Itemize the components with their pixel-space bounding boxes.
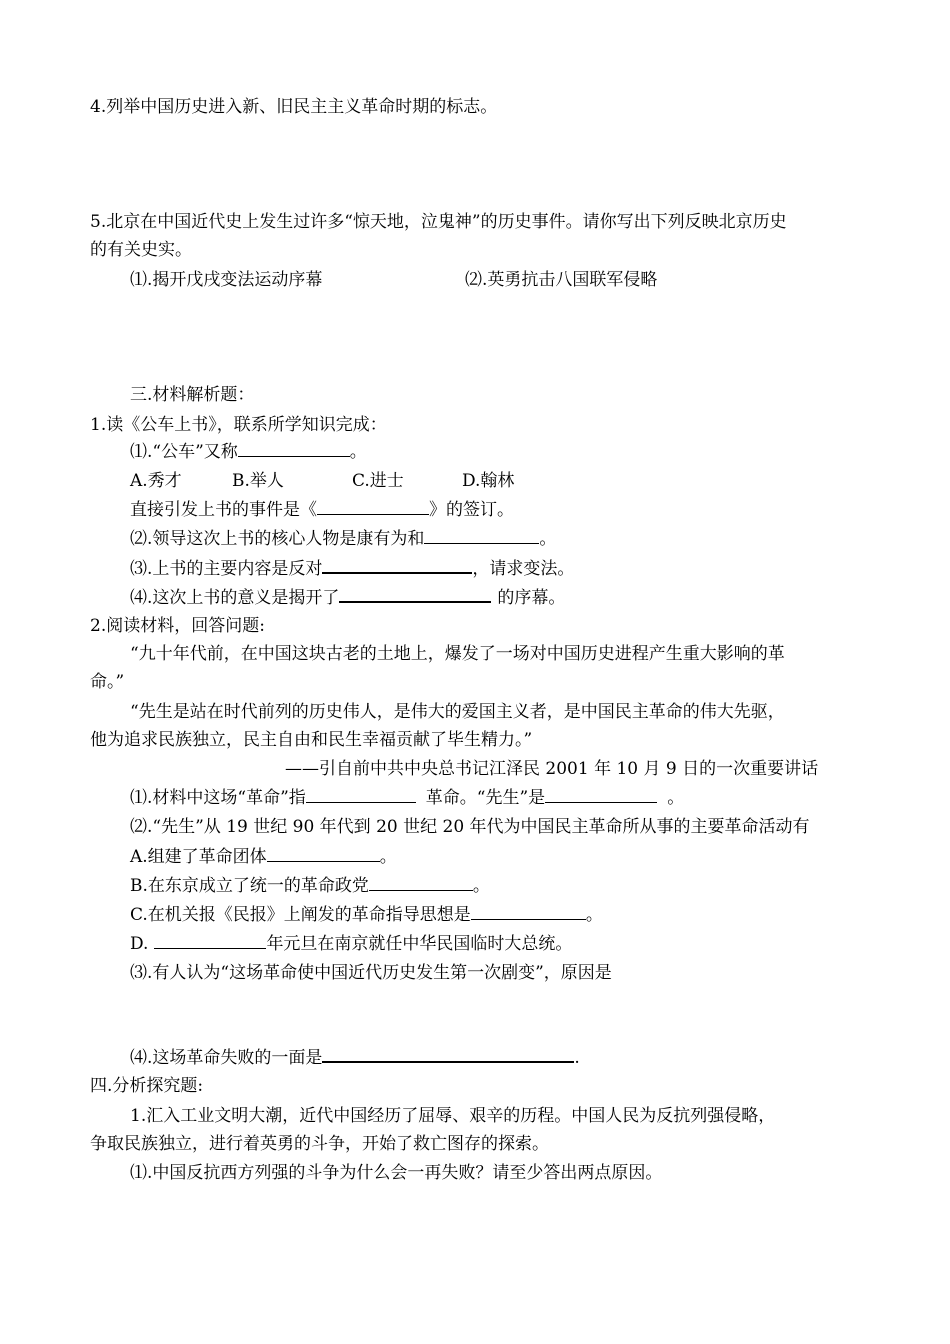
s3-q2-sub2: ⑵.“先生”从 19 世纪 90 年代到 20 世纪 20 年代为中国民主革命所从事的主要革命活动有: [130, 817, 810, 837]
q4-text: 4.列举中国历史进入新、旧民主主义革命时期的标志。: [90, 97, 498, 117]
answer-blank[interactable]: [369, 874, 473, 891]
answer-blank[interactable]: [317, 498, 429, 515]
section4-title: 四.分析探究题:: [90, 1076, 204, 1096]
q2-sub4-text: ⑷.这场革命失败的一面是: [130, 1048, 323, 1068]
s3-q1-intro: 1.读《公车上书》，联系所学知识完成：: [90, 415, 387, 435]
q2-sub4-end: .: [574, 1048, 580, 1068]
s3-q2-a: [130, 845, 397, 869]
sub4-end: 的序幕。: [497, 588, 566, 608]
sub4-text: ⑷.这次上书的意义是揭开了: [130, 588, 340, 608]
q2-a-end: 。: [379, 847, 397, 867]
s3-q1-sub1-end: 。: [349, 442, 367, 462]
s4-q1-sub1: ⑴.中国反抗西方列强的斗争为什么会一再失败？请至少答出两点原因。: [130, 1163, 663, 1183]
s3-q1-sub4: [130, 585, 565, 610]
q5-line1: 5.北京在中国近代史上发生过许多“惊天地，泣鬼神”的历史事件。请你写出下列反映北京历史: [90, 212, 787, 232]
s3-q1-sub3: [130, 556, 574, 581]
direct-text: 直接引发上书的事件是《: [130, 500, 317, 520]
q2-d-end: 年元旦在南京就任中华民国临时大总统。: [266, 934, 573, 954]
quote1-line1: “九十年代前，在中国这块古老的土地上，爆发了一场对中国历史进程产生重大影响的革: [130, 644, 785, 664]
answer-blank[interactable]: [306, 786, 416, 803]
answer-blank[interactable]: [238, 440, 350, 457]
q5-item1: ⑴.揭开戊戌变法运动序幕: [130, 270, 323, 290]
direct-end: 》的签订。: [429, 500, 514, 520]
option-b: B.举人: [232, 471, 284, 491]
sub2-text: ⑵.领导这次上书的核心人物是康有为和: [130, 529, 425, 549]
q2-d-text: D.: [130, 934, 149, 954]
answer-blank[interactable]: [154, 932, 266, 949]
s3-q2-sub1: [130, 786, 684, 810]
answer-blank[interactable]: [322, 1045, 574, 1063]
q2-a-text: A.组建了革命团体: [130, 847, 267, 867]
sub3-end: ，请求变法。: [472, 559, 575, 579]
q2-sub1-b: 革命。“先生”是: [425, 788, 546, 808]
q5-line2: 的有关史实。: [90, 240, 192, 260]
q2-b-text: B.在东京成立了统一的革命政党: [130, 876, 369, 896]
q2-sub1-a: ⑴.材料中这场“革命”指: [130, 788, 306, 808]
s3-q2-intro: 2.阅读材料，回答问题:: [90, 616, 265, 636]
s3-q2-sub3: ⑶.有人认为“这场革命使中国近代历史发生第一次剧变”，原因是: [130, 963, 612, 983]
answer-blank[interactable]: [339, 585, 491, 603]
q2-sub1-c: 。: [667, 788, 685, 808]
option-c: C.进士: [352, 471, 404, 491]
option-a: A.秀才: [130, 471, 182, 491]
answer-blank[interactable]: [322, 556, 472, 574]
s3-q2-b: [130, 874, 490, 898]
quote2-line1: “先生是站在时代前列的历史伟人，是伟大的爱国主义者，是中国民主革命的伟大先驱，: [130, 702, 785, 722]
s3-q2-c: [130, 903, 603, 927]
s3-q1-sub1: [130, 440, 367, 464]
q5-item2: ⑵.英勇抗击八国联军侵略: [465, 270, 658, 290]
s3-q2-d: [130, 932, 572, 956]
s3-q1-sub2: [130, 527, 556, 551]
quote2-line2: 他为追求民族独立，民主自由和民生幸福贡献了毕生精力。”: [90, 730, 533, 750]
answer-blank[interactable]: [471, 903, 586, 920]
quote1-line2: 命。”: [90, 672, 125, 692]
q2-b-end: 。: [472, 876, 490, 896]
s3-q1-direct: [130, 498, 514, 522]
s4-q1-line1: 1.汇入工业文明大潮，近代中国经历了屈辱、艰辛的历程。中国人民为反抗列强侵略，: [130, 1106, 776, 1126]
answer-blank[interactable]: [267, 845, 380, 862]
sub2-end: 。: [539, 529, 557, 549]
quote-source: ——引自前中共中央总书记江泽民 2001 年 10 月 9 日的一次重要讲话: [285, 759, 819, 779]
answer-blank[interactable]: [545, 786, 657, 803]
q2-c-end: 。: [585, 905, 603, 925]
sub3-text: ⑶.上书的主要内容是反对: [130, 559, 323, 579]
s4-q1-line2: 争取民族独立，进行着英勇的斗争，开始了救亡图存的探索。: [90, 1134, 549, 1154]
q2-c-text: C.在机关报《民报》上阐发的革命指导思想是: [130, 905, 471, 925]
s3-q1-sub1-text: ⑴.“公车”又称: [130, 442, 238, 462]
s3-q2-sub4: [130, 1045, 580, 1070]
option-d: D.翰林: [462, 471, 515, 491]
section3-title: 三.材料解析题：: [130, 385, 255, 405]
answer-blank[interactable]: [424, 527, 539, 544]
